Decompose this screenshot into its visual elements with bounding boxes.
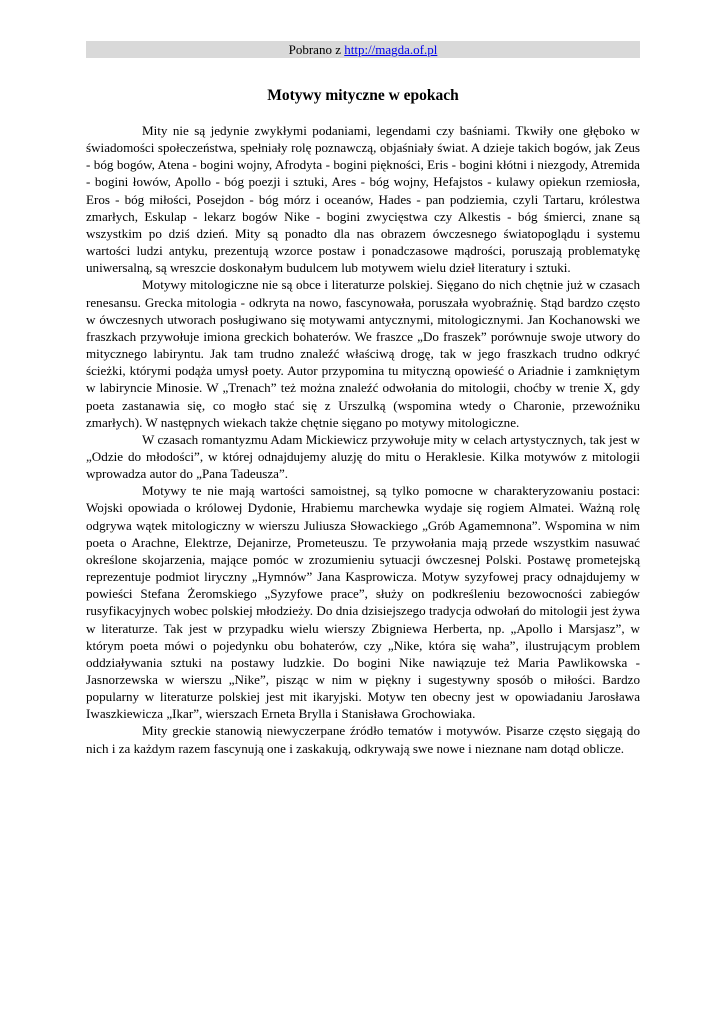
paragraph-3: W czasach romantyzmu Adam Mickiewicz przywołuje mity w celach artystycznych, tak jest w „Odzie do młodości”, w której odnajdujemy aluzję do mitu o Heraklesie. Kilka motywów z mitologii wprowadza autor do „Pana Tadeusza”. <box>86 431 640 482</box>
source-prefix: Pobrano z <box>288 42 345 57</box>
paragraph-2: Motywy mitologiczne nie są obce i literaturze polskiej. Sięgano do nich chętnie już w czasach renesansu. Grecka mitologia - odkryta na nowo, fascynowała, poruszała wyobraźnię. Stąd bardzo często w ówczesnych utworach posługiwano się motywami antycznymi, mitologicznymi. Jan Kochanowski we fraszkach przywołuje imiona greckich bohaterów. We fraszce „Do fraszek” porównuje swoje utwory do mitycznego labiryntu. Jak tam trudno znaleźć właściwą drogę, tak w jego fraszkach trudno odkryć ścieżki, którymi podąża umysł poety. Autor przypomina tu mityczną opowieść o Ariadnie i zamkniętym w labiryncie Minosie. W „Trenach” też można znaleźć odwołania do mitologii, choćby w trenie X, gdy poeta zastanawia się, co mogło stać się z Urszulką (wspomina wtedy o Charonie, przewoźniku zmarłych). W następnych wiekach także chętnie sięgano po motywy mitologiczne. <box>86 277 640 430</box>
document-title: Motywy mityczne w epokach <box>267 87 459 104</box>
paragraph-5: Mity greckie stanowią niewyczerpane źródło tematów i motywów. Pisarze często sięgają do nich i za każdym razem fascynują one i zaskakują, odkrywają swe nowe i nieznane nam dotąd oblicze. <box>86 723 640 756</box>
source-link[interactable]: http://magda.of.pl <box>344 42 438 57</box>
paragraph-1: Mity nie są jedynie zwykłymi podaniami, legendami czy baśniami. Tkwiły one głęboko w świadomości społeczeństwa, spełniały rolę poznawczą, objaśniały świat. A dzieje takich bogów, jak Zeus - bóg bogów, Atena - bogini wojny, Afrodyta - bogini piękności, Eris - bogini kłótni i niezgody, Atremida - bogini łowów, Apollo - bóg poezji i sztuki, Ares - bóg wojny, Hefajstos - kulawy opiekun rzemiosła, Eros - bóg miłości, Posejdon - bóg mórz i oceanów, Hades - pan podziemia, czyli Tartaru, królestwa zmarłych, Eskulap - lekarz bogów Nike - bogini zwycięstwa czy Alkestis - bóg śmierci, znane są wszystkim po dziś dzień. Mity są ponadto dla nas obrazem ówczesnego światopoglądu i systemu wartości ludzi antyku, prezentują wzorce postaw i ponadczasowe mądrości, poruszają problematykę uniwersalną, są wreszcie doskonałym budulcem lub motywem wielu dzieł literatury i sztuki. <box>86 123 640 276</box>
source-header-bar <box>86 41 640 58</box>
paragraph-4: Motywy te nie mają wartości samoistnej, są tylko pomocne w charakteryzowaniu postaci: Wojski opowiada o królowej Dydonie, Hrabiemu marchewka wydaje się rogiem Almatei. Ważną rolę odgrywa wątek mitologiczny w wierszu Juliusza Słowackiego „Grób Agamemnona”. Wspomina w nim poeta o Arachne, Elektrze, Dejanirze, Prometeuszu. Te przywołania mają przede wszystkim nasuwać określone skojarzenia, mające pomóc w zrozumieniu sytuacji ówczesnej Polski. Postawę prometejską reprezentuje podmiot liryczny „Hymnów” Jana Kasprowicza. Motyw syzyfowej pracy odnajdujemy w powieści Stefana Żeromskiego „Syzyfowe prace”, służy on podkreśleniu bezowocności zabiegów rusyfikacyjnych wobec polskiej młodzieży. Do dnia dzisiejszego tradycja odwołań do mitologii jest żywa w literaturze. Tak jest w przypadku wielu wierszy Zbigniewa Herberta, np. „Apollo i Marsjasz”, w którym poeta mówi o pojedynku obu bohaterów, czy „Nike, która się waha”, ilustrującym problem oddziaływania sztuki na postawy ludzkie. Do bogini Nike nawiązuje też Maria Pawlikowska - Jasnorzewska w wierszu „Nike”, pisząc w nim w piękny i sugestywny sposób o miłości. Bardzo popularny w literaturze polskiej jest mit ikaryjski. Motyw ten obecny jest w opowiadaniu Jarosława Iwaszkiewicza „Ikar”, wierszach Erneta Brylla i Stanisława Grochowiaka. <box>86 483 640 722</box>
document-body <box>86 122 640 757</box>
